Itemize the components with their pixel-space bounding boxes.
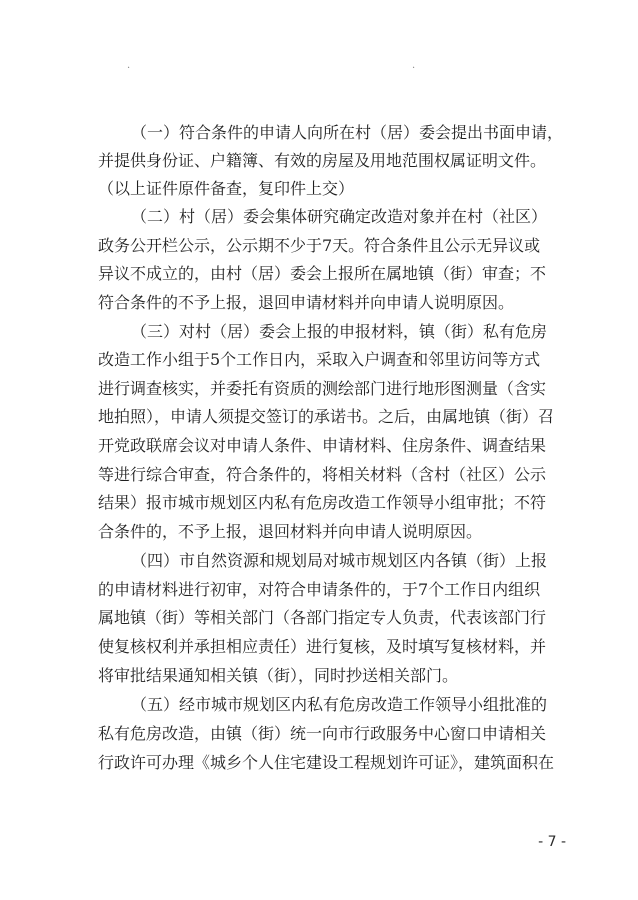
text-line: （三）对村（居）委会上报的申报材料，镇（街）私有危房	[131, 322, 548, 341]
text-line: 使复核权利并承担相应责任）进行复核，及时填写复核材料，并	[98, 637, 547, 656]
text-line: 等进行综合审查，符合条件的，将相关材料（含村（社区）公示	[98, 465, 547, 484]
text-line: 异议不成立的，由村（居）委会上报所在属地镇（街）审查；不	[98, 264, 547, 283]
text-line: 的申请材料进行初审，对符合申请条件的，于7个工作日内组织	[98, 580, 541, 599]
text-line: 私有危房改造，由镇（街）统一向市行政服务中心窗口申请相关	[98, 724, 547, 743]
text-line: 并提供身份证、户籍簿、有效的房屋及用地范围权属证明文件。	[98, 151, 547, 170]
text-line: 行政许可办理《城乡个人住宅建设工程规划许可证》，建筑面积在	[98, 753, 555, 772]
text-line: （以上证件原件备查，复印件上交）	[98, 179, 355, 198]
text-line: 政务公开栏公示，公示期不少于7天。符合条件且公示无异议或	[98, 236, 541, 255]
text-line: （二）村（居）委会集体研究确定改造对象并在村（社区）	[131, 207, 548, 226]
text-line: （一）符合条件的申请人向所在村（居）委会提出书面申请，	[131, 123, 564, 142]
text-line: 属地镇（街）等相关部门（各部门指定专人负责，代表该部门行	[98, 608, 547, 627]
page-number: - 7 -	[538, 834, 566, 850]
text-line: （五）经市城市规划区内私有危房改造工作领导小组批准的	[131, 695, 548, 714]
text-line: （四）市自然资源和规划局对城市规划区内各镇（街）上报	[131, 551, 548, 570]
text-line: 将审批结果通知相关镇（街），同时抄送相关部门。	[98, 666, 459, 685]
text-line: 开党政联席会议对申请人条件、申请材料、住房条件、调查结果	[98, 436, 547, 455]
text-line: 结果）报市城市规划区内私有危房改造工作领导小组审批；不符	[98, 493, 547, 512]
text-line: 合条件的，不予上报，退回材料并向申请人说明原因。	[98, 522, 483, 541]
text-line: 进行调查核实，并委托有资质的测绘部门进行地形图测量（含实	[98, 379, 547, 398]
text-line: 地拍照），申请人须提交签订的承诺书。之后，由属地镇（街）召	[98, 407, 555, 426]
text-line: 改造工作小组于5个工作日内，采取入户调查和邻里访问等方式	[98, 350, 541, 369]
text-line: 符合条件的不予上报，退回申请材料并向申请人说明原因。	[98, 293, 515, 312]
scan-mark-left: ·	[127, 63, 131, 74]
scan-mark-right: ·	[412, 63, 416, 74]
